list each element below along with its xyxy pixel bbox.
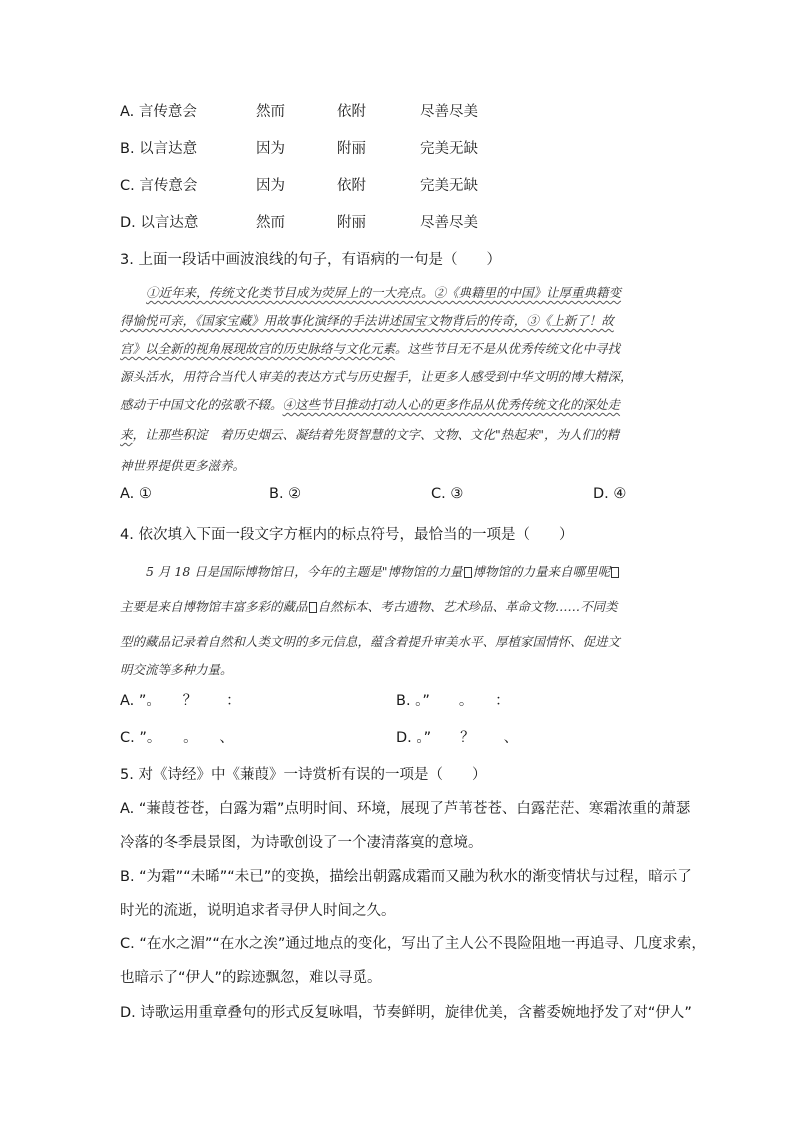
q4-option-c[interactable]: C. ”。 。 、 [120, 730, 234, 746]
q3-sentence-3-cont: 宫》以全新的视角展现故宫的历史脉络与文化元素 [120, 341, 396, 356]
q5-option-a[interactable]: A. “蒹葭苍苍，白露为霜”点明时间、环境，展现了芦苇苍苍、白露茫茫、寒霜浓重的萧瑟 [120, 801, 691, 817]
q3-sentence-4: ④这些节目推动打动人心的更多作品从优秀传统文化的深处走 [282, 397, 621, 412]
q2-option-word: 然而 [256, 104, 285, 120]
q3-passage-line: 神世界提供更多滋养。 [120, 458, 246, 473]
blank-box [611, 567, 619, 578]
q3-passage-line [120, 425, 680, 443]
q4-passage-text: 5 月 18 日是国际博物馆日，今年的主题是"博物馆的力量 [146, 564, 463, 579]
q5-option-d[interactable]: D. 诗歌运用重章叠句的形式反复咏唱，节奏鲜明，旋律优美，含蓄委婉地抒发了对“伊人” [120, 1005, 692, 1021]
q4-passage-line: 明交流等多种力量。 [120, 662, 233, 677]
q3-passage-line [146, 283, 706, 301]
q2-option-word: 依附 [337, 104, 366, 120]
q3-passage-text: 。这些节目无不是从优秀传统文化中寻找 [395, 341, 621, 356]
q2-option-word: 依附 [337, 178, 366, 194]
q5-option-c-cont: 也暗示了“伊人”的踪迹飘忽，难以寻觅。 [120, 970, 382, 986]
q4-passage-text: 主要是来自博物馆丰富多彩的藏品 [120, 599, 308, 614]
q4-passage-line [146, 562, 706, 580]
q3-sentence-2-cont: 得愉悦可亲，《国家宝藏》用故事化演绎的手法讲述国宝文物背后的传奇， [120, 313, 527, 328]
q4-option-d[interactable]: D. 。” ？ 、 [396, 730, 519, 746]
q4-option-b[interactable]: B. 。” 。 ： [396, 693, 510, 709]
q3-passage-line [120, 339, 680, 357]
q2-option-letter: B. 以言达意 [120, 141, 198, 157]
q3-option-d[interactable]: D. ④ [593, 486, 627, 502]
q3-stem: 3. 上面一段话中画波浪线的句子，有语病的一句是（ ） [120, 252, 501, 268]
q3-passage-text: 感动于中国文化的弦歌不辍。 [120, 397, 283, 412]
q2-option-word: 尽善尽美 [420, 215, 478, 231]
q3-sentence-3: ③《上新了！故 [526, 313, 614, 328]
q5-option-b[interactable]: B. “为霜”“未晞”“未已”的变换，描绘出朝露成霜而又融为秋水的渐变情状与过程，暗示了 [120, 869, 692, 885]
q4-passage-line: 型的藏品记录着自然和人类文明的多元信息，蕴含着提升审美水平、厚植家国情怀、促进文 [120, 634, 621, 649]
q2-option-word: 附丽 [337, 141, 366, 157]
q2-option-word: 完美无缺 [420, 141, 478, 157]
blank-box [464, 567, 472, 578]
q3-option-a[interactable]: A. ① [120, 486, 152, 502]
q2-option-letter: A. 言传意会 [120, 104, 197, 120]
q4-passage-text: 博物馆的力量来自哪里呢 [472, 564, 611, 579]
q3-sentence-4-cont: 来 [120, 427, 133, 442]
q4-passage-text: 自然标本、考古遗物、艺术珍品、革命文物……不同类 [317, 599, 618, 614]
q3-passage-text: ，让那些积淀 着历史烟云、凝结着先贤智慧的文字、文物、文化"热起来"，为人们的精 [132, 427, 620, 442]
q4-passage-line [120, 597, 680, 615]
q3-passage-line [120, 395, 680, 413]
q3-passage-line [120, 311, 680, 329]
q5-stem: 5. 对《诗经》中《蒹葭》一诗赏析有误的一项是（ ） [120, 767, 487, 783]
q4-stem: 4. 依次填入下面一段文字方框内的标点符号，最恰当的一项是（ ） [120, 527, 574, 543]
q2-option-word: 因为 [256, 141, 285, 157]
q2-option-letter: C. 言传意会 [120, 178, 198, 194]
q5-option-a-cont: 冷落的冬季晨景图，为诗歌创设了一个凄清落寞的意境。 [120, 835, 483, 851]
q2-option-word: 附丽 [337, 215, 366, 231]
q5-option-b-cont: 时光的流逝，说明追求者寻伊人时间之久。 [120, 903, 396, 919]
q5-option-c[interactable]: C. “在水之湄”“在水之涘”通过地点的变化，写出了主人公不畏险阻地一再追寻、几度求索， [120, 936, 706, 952]
q2-option-word: 尽善尽美 [420, 104, 478, 120]
q3-passage-line: 源头活水，用符合当代人审美的表达方式与历史握手，让更多人感受到中华文明的博大精深， [120, 369, 633, 384]
q3-option-c[interactable]: C. ③ [431, 486, 464, 502]
q2-option-letter: D. 以言达意 [120, 215, 199, 231]
q2-option-word: 因为 [256, 178, 285, 194]
q3-sentence-1: ①近年来，传统文化类节目成为荧屏上的一大亮点。 [146, 285, 434, 300]
q3-sentence-2: ②《典籍里的中国》让厚重典籍变 [433, 285, 622, 300]
q2-option-word: 完美无缺 [420, 178, 478, 194]
q4-option-a[interactable]: A. ”。 ？ ： [120, 693, 241, 709]
q2-option-word: 然而 [256, 215, 285, 231]
blank-box [309, 602, 317, 613]
q3-option-b[interactable]: B. ② [269, 486, 302, 502]
